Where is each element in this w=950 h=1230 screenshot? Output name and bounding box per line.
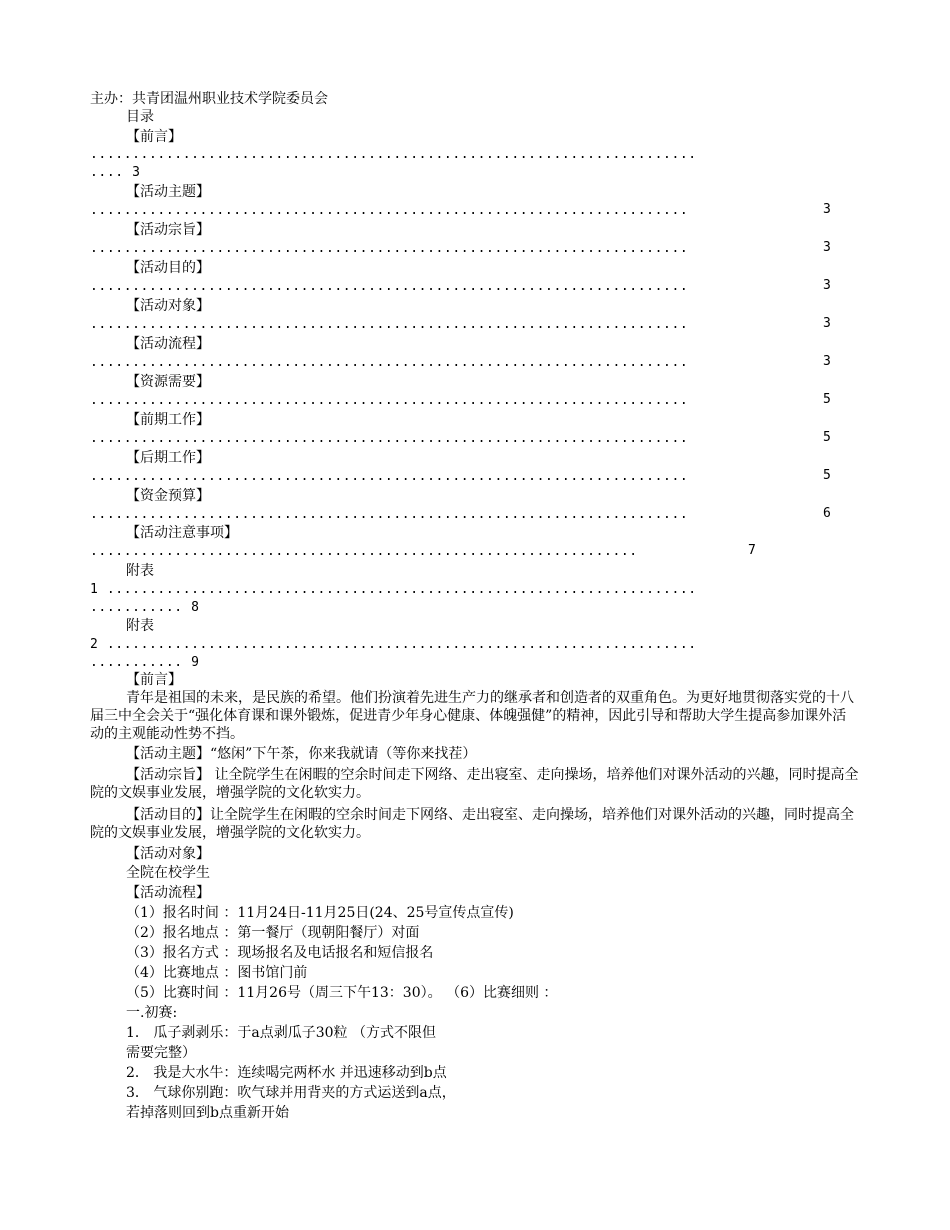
toc-title: 目录: [126, 109, 154, 125]
target-heading: 【活动对象】: [126, 846, 210, 862]
toc-entry-page: 8: [191, 600, 200, 615]
toc-entry-label: 【活动对象】: [126, 298, 210, 314]
toc-entry-label: 【活动注意事项】: [126, 525, 238, 541]
organizer-line: 主办：共青团温州职业技术学院委员会: [90, 91, 328, 107]
prelim-item: 2． 我是大水牛：连续喝完两杯水 并迅速移动到b点: [126, 1065, 447, 1081]
prelim-item: 3． 气球你别跑：吹气球并用背夹的方式运送到a点，: [126, 1085, 456, 1101]
toc-entry-label: 【活动流程】: [126, 336, 210, 352]
toc-entry-page: 3: [823, 316, 831, 331]
toc-leader-dots: .......................................................................: [90, 317, 689, 332]
toc-leader-dots: ........................................................................: [90, 147, 697, 162]
theme-paragraph: 【活动主题】“悠闲”下午茶，你来我就请（等你来找茬）: [126, 746, 477, 762]
toc-leader-dots: .......................................................................: [90, 203, 689, 218]
toc-entry-label: 【资源需要】: [126, 374, 210, 390]
toc-leader-dots: .......................................................................: [90, 469, 689, 484]
toc-entry-num: 1: [90, 582, 99, 597]
prelim-item: 若掉落则回到b点重新开始: [126, 1105, 289, 1121]
toc-entry-page: 3: [823, 278, 831, 293]
target-text: 全院在校学生: [126, 865, 210, 881]
flow-heading: 【活动流程】: [126, 885, 210, 901]
preface-heading: 【前言】: [126, 672, 182, 688]
toc-entry-page: 7: [748, 543, 756, 558]
toc-entry-label: 【后期工作】: [126, 450, 210, 466]
toc-entry-label: 【前言】: [126, 129, 182, 145]
flow-item: （4）比赛地点 ：图书馆门前: [126, 965, 308, 981]
toc-entry-label: 附表: [126, 618, 154, 634]
toc-leader-dots: ........... 8: [90, 600, 200, 615]
toc-entry-num: 2: [90, 637, 99, 652]
toc-entry-page: 5: [823, 468, 831, 483]
flow-item: （3）报名方式 ：现场报名及电话报名和短信报名: [126, 945, 434, 961]
prelim-item: 1． 瓜子剥剥乐：于a点剥瓜子30粒 （方式不限但: [126, 1025, 436, 1041]
toc-entry-page: 3: [823, 240, 831, 255]
purpose-paragraph: 【活动宗旨】 让全院学生在闲暇的空余时间走下网络、走出寝室、走向操场，培养他们对课外活动的兴趣，同时提高全院的文娱事业发展，增强学院的文化软实力。: [90, 767, 859, 801]
toc-entry-page: 5: [823, 430, 831, 445]
toc-leader-dots: .......................................................................: [90, 507, 689, 522]
toc-entry-label: 【活动目的】: [126, 260, 210, 276]
toc-entry-label: 【活动主题】: [126, 184, 210, 200]
toc-leader-dots: .......................................................................: [90, 393, 689, 408]
toc-entry-label: 【前期工作】: [126, 412, 210, 428]
toc-entry-label: 【活动宗旨】: [126, 222, 210, 238]
flow-item: （2）报名地点 ：第一餐厅（现朝阳餐厅）对面: [126, 925, 420, 941]
toc-leader-dots: .......................................................................: [90, 279, 689, 294]
prelim-item: 需要完整）: [126, 1045, 196, 1061]
toc-leader-dots: .................................................................: [90, 544, 638, 559]
toc-leader-dots: .......................................................................: [90, 355, 689, 370]
aim-paragraph: 【活动目的】让全院学生在闲暇的空余时间走下网络、走出寝室、走向操场，培养他们对课外活动的兴趣，同时提高全院的文娱事业发展，增强学院的文化软实力。: [90, 807, 854, 841]
prelim-heading: 一.初赛:: [126, 1005, 178, 1021]
toc-entry-page: 9: [191, 655, 200, 670]
toc-leader-dots: 1 ......................................................................: [90, 582, 697, 597]
toc-leader-dots: .... 3: [90, 165, 141, 180]
preface-paragraph: 青年是祖国的未来，是民族的希望。他们扮演着先进生产力的继承者和创造者的双重角色。为更好地贯彻落实党的十八届三中全会关于“强化体育课和课外锻炼，促进青少年身心健康、体魄强健”的精神，因此引导和帮助大学生提高参加课外活动的主观能动性势不挡。: [90, 690, 854, 742]
toc-leader-dots: .......................................................................: [90, 431, 689, 446]
toc-leader-dots: .......................................................................: [90, 241, 689, 256]
toc-entry-page: 6: [823, 506, 831, 521]
toc-entry-page: 3: [132, 165, 141, 180]
toc-leader-dots: ........... 9: [90, 655, 200, 670]
toc-entry-page: 5: [823, 392, 831, 407]
toc-entry-label: 附表: [126, 563, 154, 579]
toc-entry-label: 【资金预算】: [126, 488, 210, 504]
toc-entry-page: 3: [823, 202, 831, 217]
toc-leader-dots: 2 ......................................................................: [90, 637, 697, 652]
flow-item: （5）比赛时间 ：11月26号（周三下午13：30）。 （6）比赛细则 ：: [126, 985, 558, 1001]
flow-item: （1）报名时间 ：11月24日-11月25日(24、25号宣传点宣传): [126, 905, 514, 921]
toc-entry-page: 3: [823, 354, 831, 369]
